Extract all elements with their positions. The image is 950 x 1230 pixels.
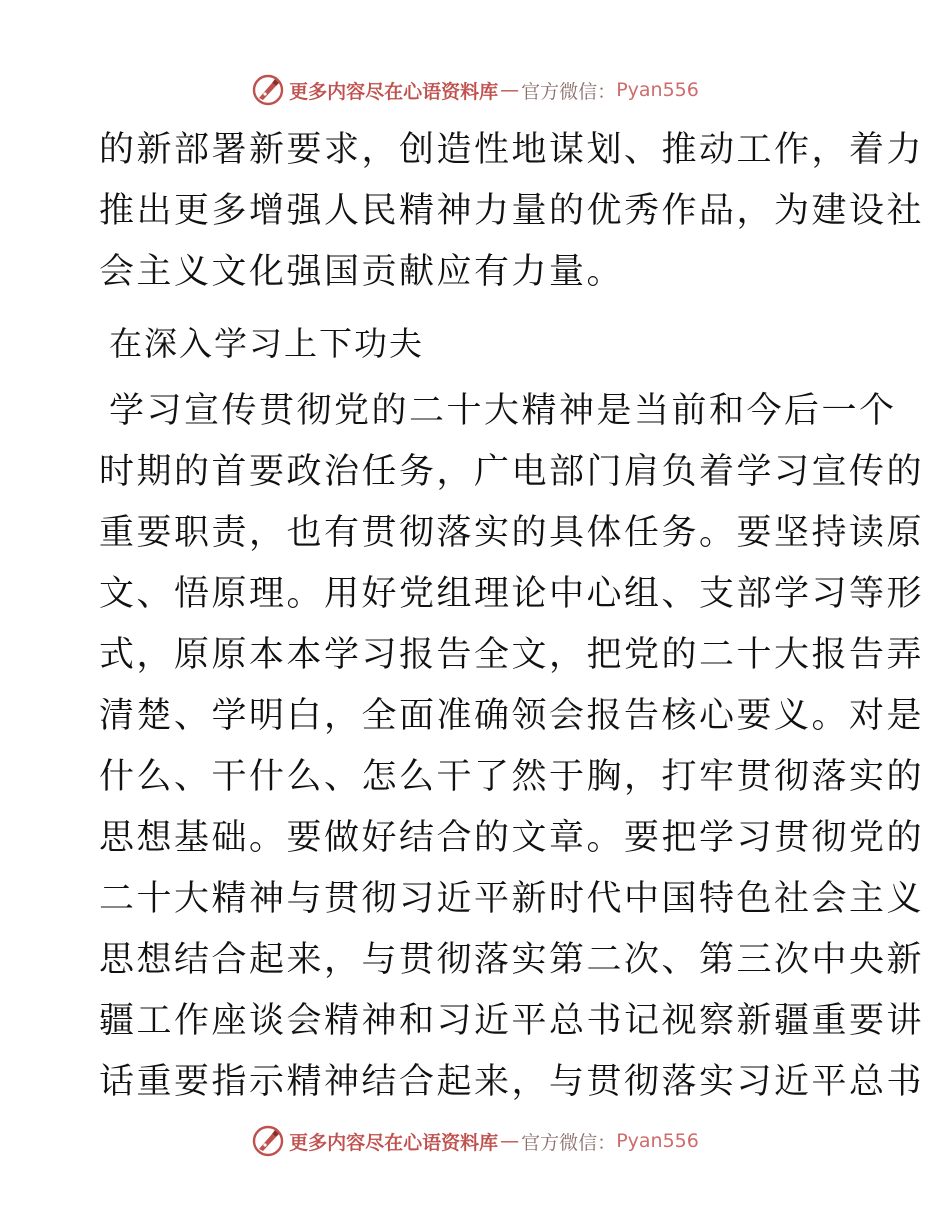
text-line: 思想基础。要做好结合的文章。要把学习贯彻党的	[99, 818, 925, 858]
paragraph-main	[99, 381, 925, 1113]
watermark-site-text: 更多内容尽在心语资料库	[289, 80, 499, 103]
watermark-wechat-id: Pyan556	[616, 79, 699, 101]
watermark-wechat-label: 官方微信：	[521, 80, 617, 103]
text-line: 的新部署新要求，创造性地谋划、推动工作，着力	[99, 130, 925, 170]
text-line: 学习宣传贯彻党的二十大精神是当前和今后一个	[109, 391, 897, 431]
text-line: 文、悟原理。用好党组理论中心组、支部学习等形	[99, 574, 925, 614]
text-line: 式，原原本本学习报告全文，把党的二十大报告弄	[99, 635, 925, 675]
text-line: 清楚、学明白，全面准确领会报告核心要义。对是	[99, 696, 925, 736]
paragraph-continuation	[99, 120, 925, 303]
text-line: 思想结合起来，与贯彻落实第二次、第三次中央新	[99, 940, 925, 980]
footer-watermark	[0, 1121, 950, 1161]
text-line: 重要职责，也有贯彻落实的具体任务。要坚持读原	[99, 513, 925, 553]
watermark-wechat-id: Pyan556	[616, 1130, 699, 1152]
watermark-wechat-label: 官方微信：	[521, 1131, 617, 1154]
pen-nib-circle-logo-icon	[251, 1124, 285, 1158]
section-heading: 在深入学习上下功夫	[109, 324, 424, 363]
text-line: 推出更多增强人民精神力量的优秀作品，为建设社	[99, 191, 925, 231]
watermark-site-text: 更多内容尽在心语资料库	[289, 1131, 499, 1154]
header-watermark	[0, 70, 950, 110]
pen-nib-circle-logo-icon	[251, 73, 285, 107]
document-body	[99, 120, 925, 1113]
text-line: 话重要指示精神结合起来，与贯彻落实习近平总书	[99, 1062, 925, 1102]
text-line: 疆工作座谈会精神和习近平总书记视察新疆重要讲	[99, 1001, 925, 1041]
text-line: 什么、干什么、怎么干了然于胸，打牢贯彻落实的	[99, 757, 925, 797]
text-line: 二十大精神与贯彻习近平新时代中国特色社会主义	[99, 879, 925, 919]
watermark-dash: —	[500, 79, 520, 101]
text-line: 会主义文化强国贡献应有力量。	[99, 252, 625, 292]
text-line: 时期的首要政治任务，广电部门肩负着学习宣传的	[99, 452, 925, 492]
watermark-dash: —	[500, 1130, 520, 1152]
